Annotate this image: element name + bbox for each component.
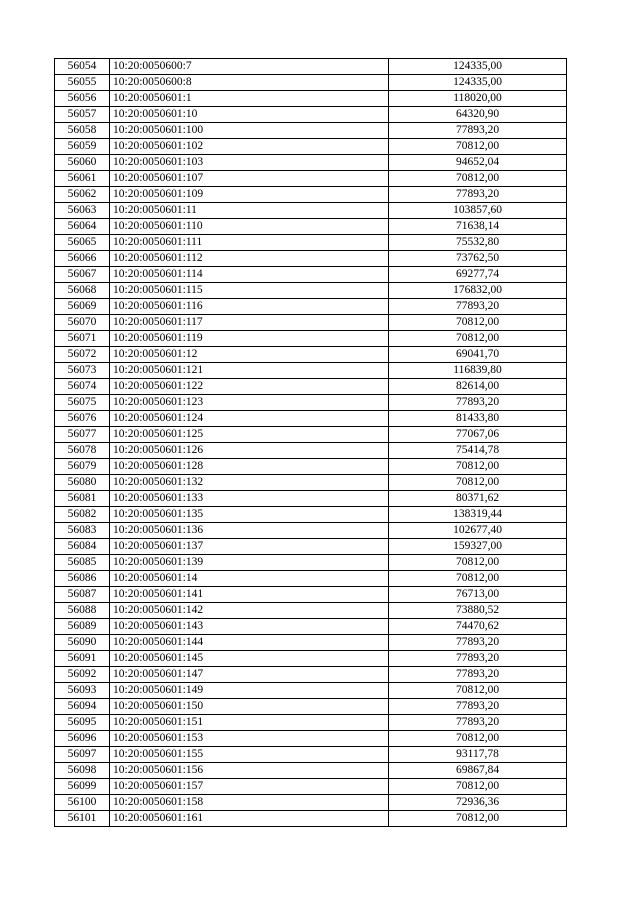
cadastral-number-cell: 10:20:0050601:153 [110,731,389,747]
table-row [55,715,567,731]
row-number-cell: 56095 [55,715,110,731]
cadastral-number-cell: 10:20:0050601:121 [110,363,389,379]
cadastral-value-cell: 75414,78 [389,443,567,459]
table-row [55,811,567,827]
table-row [55,747,567,763]
row-number-cell: 56054 [55,59,110,75]
row-number-cell: 56057 [55,107,110,123]
cadastral-number-cell: 10:20:0050601:136 [110,523,389,539]
table-body [55,59,567,827]
row-number-cell: 56078 [55,443,110,459]
cadastral-number-cell: 10:20:0050601:109 [110,187,389,203]
cadastral-value-cell: 73880,52 [389,603,567,619]
cadastral-value-cell: 176832,00 [389,283,567,299]
cadastral-number-cell: 10:20:0050601:124 [110,411,389,427]
cadastral-number-cell: 10:20:0050601:12 [110,347,389,363]
row-number-cell: 56098 [55,763,110,779]
row-number-cell: 56086 [55,571,110,587]
cadastral-number-cell: 10:20:0050601:156 [110,763,389,779]
cadastral-number-cell: 10:20:0050601:1 [110,91,389,107]
cadastral-value-cell: 70812,00 [389,779,567,795]
cadastral-number-cell: 10:20:0050601:137 [110,539,389,555]
cadastral-value-cell: 77893,20 [389,299,567,315]
table-row [55,251,567,267]
cadastral-value-cell: 81433,80 [389,411,567,427]
cadastral-number-cell: 10:20:0050601:145 [110,651,389,667]
cadastral-number-cell: 10:20:0050601:126 [110,443,389,459]
cadastral-value-cell: 77893,20 [389,699,567,715]
table-row [55,203,567,219]
table-row [55,779,567,795]
row-number-cell: 56082 [55,507,110,523]
table-row [55,539,567,555]
cadastral-value-cell: 70812,00 [389,811,567,827]
cadastral-value-cell: 77893,20 [389,395,567,411]
cadastral-value-cell: 116839,80 [389,363,567,379]
cadastral-value-cell: 70812,00 [389,315,567,331]
cadastral-value-cell: 138319,44 [389,507,567,523]
table-row [55,555,567,571]
table-row [55,171,567,187]
cadastral-value-cell: 77893,20 [389,715,567,731]
cadastral-number-cell: 10:20:0050601:135 [110,507,389,523]
row-number-cell: 56093 [55,683,110,699]
cadastral-value-table [54,58,567,827]
cadastral-number-cell: 10:20:0050601:119 [110,331,389,347]
row-number-cell: 56097 [55,747,110,763]
row-number-cell: 56085 [55,555,110,571]
cadastral-value-cell: 69041,70 [389,347,567,363]
row-number-cell: 56066 [55,251,110,267]
table-row [55,187,567,203]
cadastral-number-cell: 10:20:0050601:117 [110,315,389,331]
table-row [55,763,567,779]
cadastral-value-cell: 76713,00 [389,587,567,603]
cadastral-value-cell: 77893,20 [389,635,567,651]
row-number-cell: 56069 [55,299,110,315]
cadastral-number-cell: 10:20:0050601:144 [110,635,389,651]
cadastral-value-cell: 64320,90 [389,107,567,123]
row-number-cell: 56091 [55,651,110,667]
table-row [55,651,567,667]
row-number-cell: 56088 [55,603,110,619]
row-number-cell: 56063 [55,203,110,219]
cadastral-number-cell: 10:20:0050601:157 [110,779,389,795]
row-number-cell: 56077 [55,427,110,443]
cadastral-value-cell: 118020,00 [389,91,567,107]
row-number-cell: 56056 [55,91,110,107]
table-row [55,491,567,507]
cadastral-number-cell: 10:20:0050601:14 [110,571,389,587]
row-number-cell: 56092 [55,667,110,683]
cadastral-value-cell: 70812,00 [389,555,567,571]
row-number-cell: 56055 [55,75,110,91]
table-row [55,107,567,123]
table-row [55,235,567,251]
cadastral-value-cell: 80371,62 [389,491,567,507]
table-row [55,331,567,347]
cadastral-value-cell: 93117,78 [389,747,567,763]
table-row [55,347,567,363]
row-number-cell: 56075 [55,395,110,411]
cadastral-number-cell: 10:20:0050601:100 [110,123,389,139]
cadastral-value-cell: 70812,00 [389,331,567,347]
table-row [55,683,567,699]
row-number-cell: 56062 [55,187,110,203]
cadastral-number-cell: 10:20:0050601:115 [110,283,389,299]
cadastral-number-cell: 10:20:0050601:142 [110,603,389,619]
cadastral-value-cell: 70812,00 [389,731,567,747]
cadastral-number-cell: 10:20:0050601:125 [110,427,389,443]
table-row [55,459,567,475]
table-row [55,75,567,91]
row-number-cell: 56059 [55,139,110,155]
cadastral-number-cell: 10:20:0050601:133 [110,491,389,507]
cadastral-value-cell: 102677,40 [389,523,567,539]
cadastral-number-cell: 10:20:0050600:8 [110,75,389,91]
cadastral-value-cell: 70812,00 [389,571,567,587]
table-row [55,283,567,299]
row-number-cell: 56065 [55,235,110,251]
cadastral-value-cell: 77067,06 [389,427,567,443]
table-row [55,267,567,283]
cadastral-number-cell: 10:20:0050601:158 [110,795,389,811]
row-number-cell: 56070 [55,315,110,331]
table-row [55,139,567,155]
row-number-cell: 56058 [55,123,110,139]
cadastral-value-cell: 73762,50 [389,251,567,267]
cadastral-number-cell: 10:20:0050601:112 [110,251,389,267]
cadastral-number-cell: 10:20:0050601:139 [110,555,389,571]
table-row [55,379,567,395]
cadastral-number-cell: 10:20:0050601:161 [110,811,389,827]
row-number-cell: 56060 [55,155,110,171]
cadastral-value-cell: 69277,74 [389,267,567,283]
row-number-cell: 56064 [55,219,110,235]
row-number-cell: 56068 [55,283,110,299]
cadastral-value-cell: 77893,20 [389,651,567,667]
cadastral-number-cell: 10:20:0050601:149 [110,683,389,699]
row-number-cell: 56100 [55,795,110,811]
table-row [55,411,567,427]
cadastral-value-cell: 70812,00 [389,475,567,491]
table-row [55,619,567,635]
table-row [55,475,567,491]
row-number-cell: 56083 [55,523,110,539]
cadastral-number-cell: 10:20:0050601:107 [110,171,389,187]
table-row [55,731,567,747]
cadastral-number-cell: 10:20:0050601:143 [110,619,389,635]
cadastral-value-cell: 124335,00 [389,59,567,75]
table-row [55,603,567,619]
row-number-cell: 56073 [55,363,110,379]
table-row [55,299,567,315]
cadastral-value-cell: 70812,00 [389,171,567,187]
cadastral-value-cell: 69867,84 [389,763,567,779]
cadastral-number-cell: 10:20:0050601:102 [110,139,389,155]
row-number-cell: 56081 [55,491,110,507]
cadastral-number-cell: 10:20:0050601:10 [110,107,389,123]
cadastral-value-cell: 71638,14 [389,219,567,235]
cadastral-number-cell: 10:20:0050601:11 [110,203,389,219]
table-row [55,363,567,379]
row-number-cell: 56096 [55,731,110,747]
row-number-cell: 56076 [55,411,110,427]
cadastral-number-cell: 10:20:0050601:122 [110,379,389,395]
cadastral-value-cell: 74470,62 [389,619,567,635]
table-row [55,315,567,331]
row-number-cell: 56074 [55,379,110,395]
table-row [55,699,567,715]
table-row [55,795,567,811]
table-row [55,59,567,75]
cadastral-number-cell: 10:20:0050601:141 [110,587,389,603]
row-number-cell: 56061 [55,171,110,187]
row-number-cell: 56090 [55,635,110,651]
cadastral-number-cell: 10:20:0050601:111 [110,235,389,251]
cadastral-value-cell: 70812,00 [389,683,567,699]
cadastral-value-cell: 77893,20 [389,187,567,203]
cadastral-number-cell: 10:20:0050601:128 [110,459,389,475]
table-row [55,427,567,443]
row-number-cell: 56089 [55,619,110,635]
table-row [55,667,567,683]
row-number-cell: 56079 [55,459,110,475]
row-number-cell: 56084 [55,539,110,555]
cadastral-number-cell: 10:20:0050600:7 [110,59,389,75]
table-row [55,91,567,107]
table-row [55,507,567,523]
table-row [55,155,567,171]
cadastral-number-cell: 10:20:0050601:151 [110,715,389,731]
table-row [55,587,567,603]
cadastral-number-cell: 10:20:0050601:132 [110,475,389,491]
row-number-cell: 56094 [55,699,110,715]
cadastral-number-cell: 10:20:0050601:110 [110,219,389,235]
cadastral-value-cell: 124335,00 [389,75,567,91]
cadastral-value-cell: 103857,60 [389,203,567,219]
cadastral-number-cell: 10:20:0050601:114 [110,267,389,283]
cadastral-number-cell: 10:20:0050601:147 [110,667,389,683]
row-number-cell: 56101 [55,811,110,827]
row-number-cell: 56072 [55,347,110,363]
cadastral-value-cell: 159327,00 [389,539,567,555]
cadastral-value-cell: 77893,20 [389,123,567,139]
cadastral-number-cell: 10:20:0050601:155 [110,747,389,763]
table-row [55,395,567,411]
row-number-cell: 56087 [55,587,110,603]
table-row [55,635,567,651]
cadastral-value-cell: 82614,00 [389,379,567,395]
table-row [55,523,567,539]
table-row [55,123,567,139]
cadastral-value-cell: 70812,00 [389,139,567,155]
cadastral-value-cell: 75532,80 [389,235,567,251]
cadastral-value-cell: 70812,00 [389,459,567,475]
row-number-cell: 56080 [55,475,110,491]
cadastral-number-cell: 10:20:0050601:116 [110,299,389,315]
cadastral-value-cell: 72936,36 [389,795,567,811]
table-row [55,443,567,459]
cadastral-number-cell: 10:20:0050601:123 [110,395,389,411]
row-number-cell: 56071 [55,331,110,347]
row-number-cell: 56099 [55,779,110,795]
cadastral-value-cell: 77893,20 [389,667,567,683]
cadastral-value-cell: 94652,04 [389,155,567,171]
cadastral-number-cell: 10:20:0050601:150 [110,699,389,715]
table-row [55,571,567,587]
row-number-cell: 56067 [55,267,110,283]
table-row [55,219,567,235]
cadastral-number-cell: 10:20:0050601:103 [110,155,389,171]
